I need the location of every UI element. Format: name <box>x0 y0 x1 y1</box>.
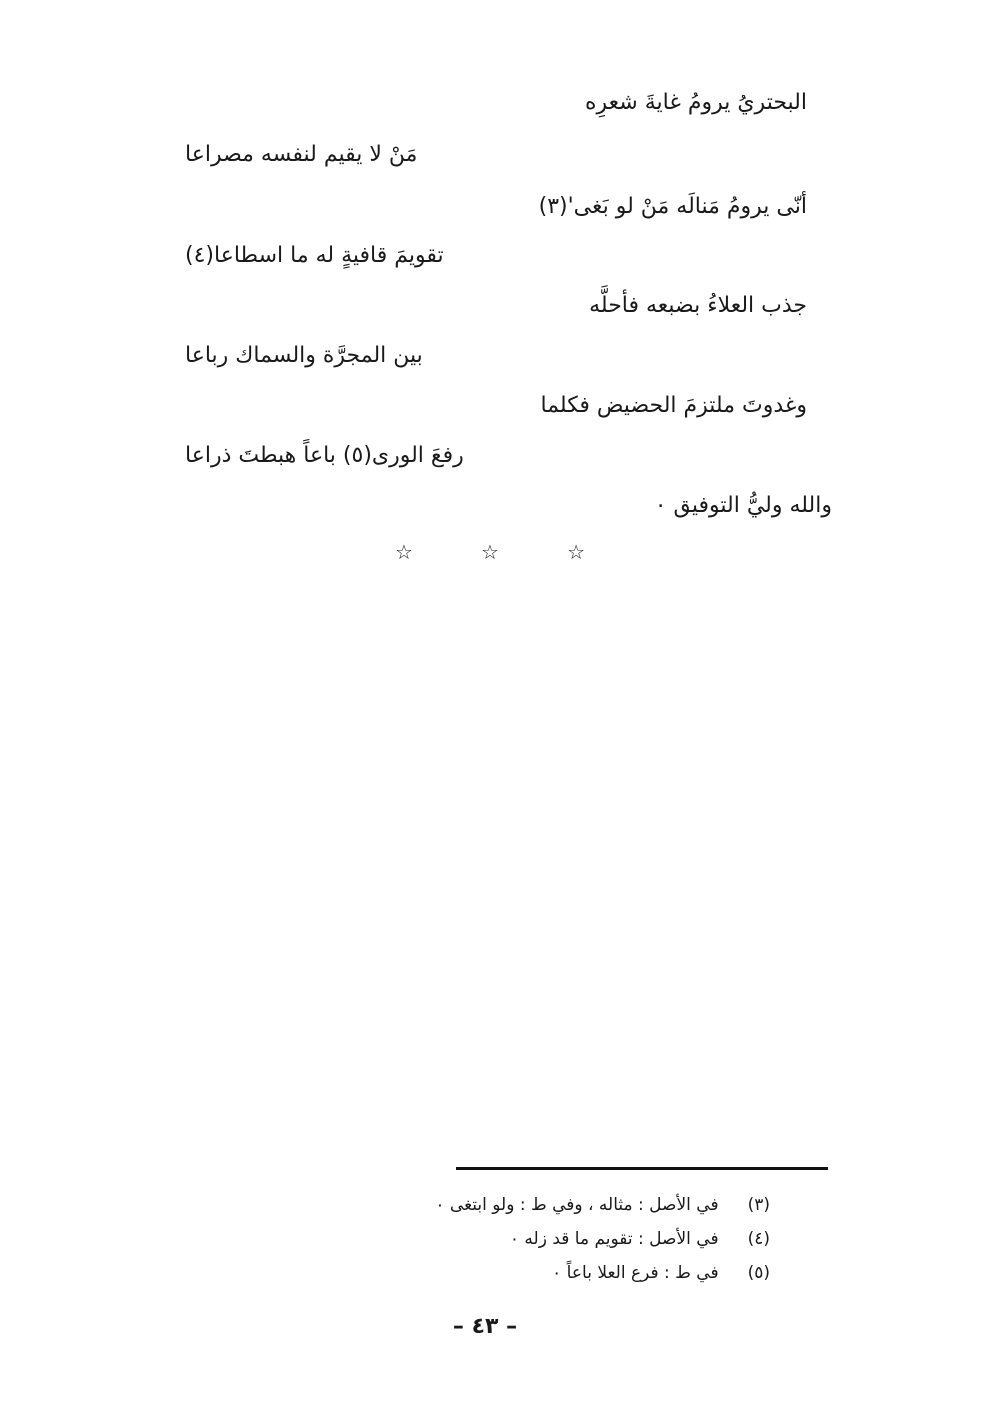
star-icon: ☆ <box>395 540 413 564</box>
footnote-number: (٤) <box>747 1229 770 1249</box>
poem-line-7: وغدوتَ ملتزمَ الحضيض فكلما <box>540 393 807 418</box>
poem-line-1: البحتريُ يرومُ غايةَ شعرِه <box>585 90 807 115</box>
page-number: – ٤٣ – <box>452 1314 518 1339</box>
section-divider-stars <box>395 540 585 564</box>
footnote-number: (٥) <box>747 1263 770 1283</box>
closing-line: والله وليُّ التوفيق ٠ <box>654 493 832 518</box>
star-icon: ☆ <box>567 540 585 564</box>
footnote-3 <box>435 1195 770 1215</box>
footnote-number: (٣) <box>747 1195 770 1215</box>
footnote-4 <box>510 1229 770 1249</box>
poem-line-3: أنّى يرومُ مَنالَه مَنْ لو بَغى'(٣) <box>538 194 807 219</box>
poem-line-8: رفعَ الورى(٥) باعاً هبطتَ ذراعا <box>185 443 464 468</box>
poem-line-4: تقويمَ قافيةٍ له ما اسطاعا(٤) <box>185 243 444 268</box>
poem-line-5: جذب العلاءُ بضبعه فأحلَّه <box>589 293 807 318</box>
poem-line-6: بين المجرَّة والسماك رباعا <box>185 343 423 368</box>
poem-line-2: مَنْ لا يقيم لنفسه مصراعا <box>185 142 418 167</box>
footnote-text: في الأصل : مثاله ، وفي ط : ولو ابتغى ٠ <box>435 1195 719 1215</box>
footnote-5 <box>552 1263 770 1283</box>
star-icon: ☆ <box>481 540 499 564</box>
footnote-separator <box>456 1167 828 1170</box>
footnote-text: في ط : فرع العلا باعاً ٠ <box>552 1263 719 1283</box>
footnote-text: في الأصل : تقويم ما قد زله ٠ <box>509 1229 719 1249</box>
